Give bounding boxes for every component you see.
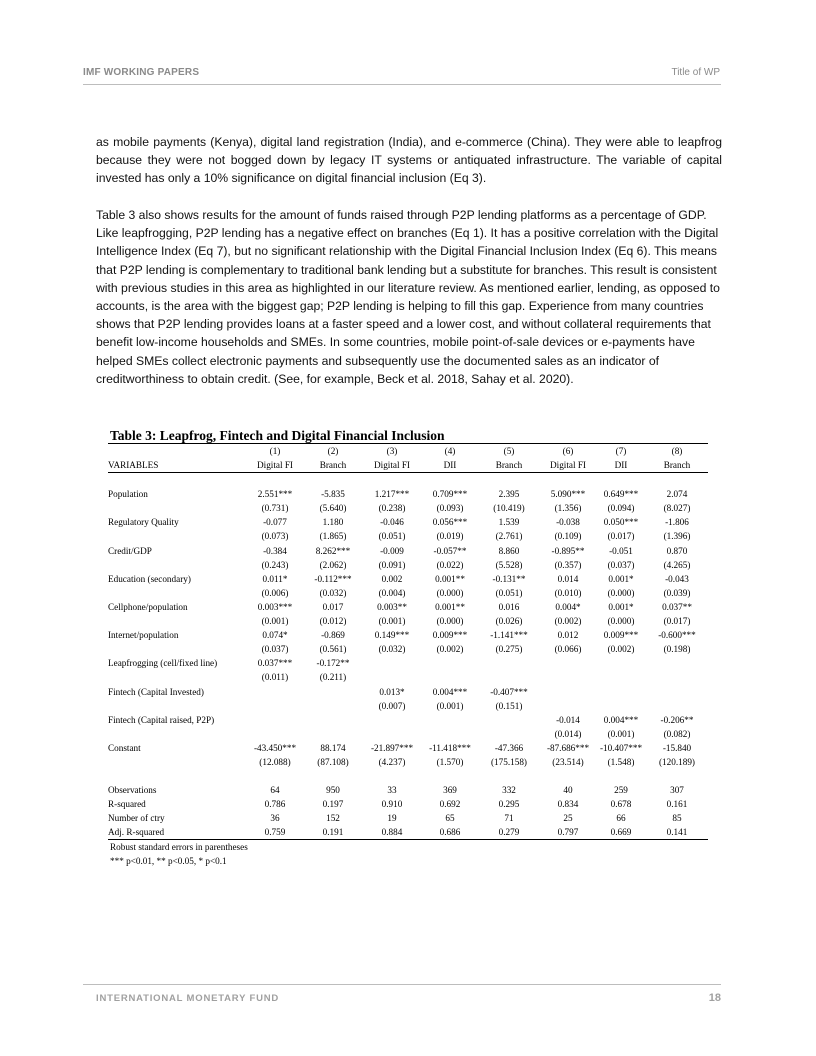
column-name-row: [108, 458, 708, 473]
blank-label: [108, 699, 246, 713]
statistic-value: 0.759: [246, 825, 304, 840]
standard-error: (0.017): [663, 616, 691, 627]
table-title: Table 3: Leapfrog, Fintech and Digital Financial Inclusion: [110, 428, 445, 443]
standard-error: (0.000): [607, 587, 635, 598]
statistic-label: Number of ctry: [108, 813, 165, 824]
variable-label: Constant: [108, 742, 141, 753]
coefficient: 0.012: [557, 630, 579, 641]
variable-label: Cellphone/population: [108, 601, 188, 612]
coefficient: [422, 713, 478, 727]
statistic-row: [108, 797, 708, 811]
statistic-value: 332: [502, 785, 516, 796]
standard-error: (1.570): [436, 756, 464, 767]
coefficient: [478, 656, 540, 670]
standard-error: (0.198): [663, 644, 691, 655]
standard-error-row: [108, 558, 708, 572]
standard-error: (0.012): [319, 616, 347, 627]
coefficient: -1.806: [665, 517, 689, 528]
coefficient: [596, 685, 646, 699]
coefficient: 1.217***: [374, 489, 410, 500]
statistic-value: 0.295: [498, 799, 520, 810]
spacer-cell: [108, 769, 246, 783]
standard-error: (0.211): [319, 672, 347, 683]
standard-error: (2.761): [495, 531, 523, 542]
standard-error: (1.396): [663, 531, 691, 542]
standard-error: [478, 727, 540, 741]
coefficient: 0.056***: [432, 517, 468, 528]
standard-error: (0.002): [607, 644, 635, 655]
standard-error: [246, 727, 304, 741]
spacer-cell: [362, 769, 422, 783]
spacer-cell: [422, 769, 478, 783]
coefficient: 0.050***: [603, 517, 639, 528]
standard-error: (0.007): [378, 700, 406, 711]
coefficient: -15.840: [662, 742, 692, 753]
variable-label: Regulatory Quality: [108, 517, 179, 528]
coefficient: [646, 656, 708, 670]
statistic-value: 0.669: [596, 825, 646, 840]
coefficient: 0.001**: [435, 573, 465, 584]
standard-error-row: [108, 727, 708, 741]
statistic-value: 0.678: [610, 799, 632, 810]
statistic-value: 25: [563, 813, 573, 824]
coefficient: -0.407***: [490, 686, 528, 697]
coefficient: 0.001*: [608, 573, 634, 584]
standard-error: (4.265): [663, 559, 691, 570]
standard-error: (0.243): [261, 559, 289, 570]
coefficient: 0.001*: [608, 601, 634, 612]
coefficient: -0.051: [609, 545, 633, 556]
dependent-variable-name: DII: [422, 458, 478, 473]
column-number: (3): [362, 444, 422, 459]
standard-error: (0.001): [378, 616, 406, 627]
coefficient: -0.014: [556, 714, 580, 725]
coefficient: -0.057**: [433, 545, 467, 556]
coefficient: [596, 656, 646, 670]
dependent-variable-name: Branch: [478, 458, 540, 473]
standard-error: [478, 670, 540, 684]
spacer-cell: [108, 473, 246, 488]
statistic-label: Adj. R-squared: [108, 825, 246, 840]
regression-table: [108, 443, 708, 840]
coefficient: 0.017: [322, 601, 344, 612]
dependent-variable-name: DII: [596, 458, 646, 473]
standard-error: [596, 699, 646, 713]
statistic-value: 40: [563, 785, 573, 796]
coefficient: 0.011*: [262, 573, 288, 584]
coefficient-row: [108, 656, 708, 670]
coefficient: 0.037**: [662, 601, 692, 612]
standard-error: (0.002): [436, 644, 464, 655]
table-notes: [110, 840, 248, 868]
statistic-row: [108, 811, 708, 825]
standard-error: (5.640): [319, 503, 347, 514]
coefficient: 8.860: [498, 545, 520, 556]
standard-error: (1.356): [554, 503, 582, 514]
coefficient: -43.450***: [253, 742, 297, 753]
standard-error: (0.051): [495, 587, 523, 598]
coefficient-row: [108, 600, 708, 614]
spacer-cell: [478, 473, 540, 488]
running-header-title: IMF WORKING PAPERS: [83, 67, 200, 78]
coefficient: -0.172**: [316, 658, 350, 669]
coefficient: 0.870: [666, 545, 688, 556]
standard-error: (0.561): [319, 644, 347, 655]
coefficient: [422, 656, 478, 670]
standard-error: [362, 670, 422, 684]
standard-error-row: [108, 529, 708, 543]
standard-error: [422, 727, 478, 741]
standard-error-row: [108, 670, 708, 684]
coefficient: -0.206**: [660, 714, 694, 725]
footer-rule: [83, 984, 721, 985]
standard-error: (0.010): [554, 587, 582, 598]
standard-error: (0.001): [261, 616, 289, 627]
spacer-cell: [362, 473, 422, 488]
standard-error: [246, 699, 304, 713]
coefficient: [362, 656, 422, 670]
statistic-value: 0.910: [381, 799, 403, 810]
standard-error: (0.001): [607, 728, 635, 739]
coefficient: -0.077: [263, 517, 287, 528]
standard-error: (0.022): [436, 559, 464, 570]
coefficient: -1.141***: [490, 630, 528, 641]
header-blank: [108, 444, 246, 459]
standard-error: (0.000): [607, 616, 635, 627]
column-number-row: [108, 444, 708, 459]
standard-error: (120.189): [659, 756, 695, 767]
standard-error: [304, 727, 362, 741]
standard-error-row: [108, 642, 708, 656]
coefficient-row: [108, 544, 708, 558]
dependent-variable-name: Digital FI: [540, 458, 596, 473]
dependent-variable-name: Branch: [304, 458, 362, 473]
standard-error: [646, 699, 708, 713]
spacer-cell: [478, 769, 540, 783]
coefficient-row: [108, 515, 708, 529]
standard-error: (0.011): [261, 672, 289, 683]
standard-error: [422, 670, 478, 684]
standard-error: (1.548): [607, 756, 635, 767]
standard-error: (5.528): [495, 559, 523, 570]
dependent-variable-name: Branch: [646, 458, 708, 473]
note-significance: *** p<0.01, ** p<0.05, * p<0.1: [110, 856, 227, 866]
coefficient: [540, 656, 596, 670]
statistic-value: 65: [445, 813, 455, 824]
coefficient: 0.013*: [379, 686, 405, 697]
variable-label: Population: [108, 489, 148, 500]
standard-error: (0.014): [554, 728, 582, 739]
standard-error: (0.032): [319, 587, 347, 598]
paragraph-1: [96, 133, 722, 188]
statistic-value: 369: [443, 785, 457, 796]
standard-error: (4.237): [378, 756, 406, 767]
spacer-cell: [246, 769, 304, 783]
statistic-value: 64: [270, 785, 280, 796]
coefficient: [362, 713, 422, 727]
coefficient-row: [108, 713, 708, 727]
header-rule: [83, 84, 721, 85]
statistic-value: 152: [326, 813, 340, 824]
coefficient: [646, 685, 708, 699]
coefficient: 0.002: [381, 573, 403, 584]
coefficient: [478, 713, 540, 727]
statistic-value: 0.197: [322, 799, 344, 810]
statistic-value: 0.686: [422, 825, 478, 840]
blank-label: [108, 501, 246, 515]
coefficient: -47.366: [494, 742, 524, 753]
paragraph-2-text: Table 3 also shows results for the amount of funds raised through P2P lending platforms as a percentage of GDP. Like leapfrogging, P2P lending has a negative effect on branches (Eq 1). It has a positive correlation with the Digital Intelligence Index (Eq 7), but no significant relationship with the Digital Financial Inclusion Index (Eq 6). This means that P2P lending is complementary to traditional bank lending but a substitute for branches. This result is consistent with previous studies in this area as highlighted in our literature review. As mentioned earlier, lending, as opposed to accounts, is the area with the biggest gap; P2P lending is helping to fill this gap. Experience from many countries shows that P2P lending provides loans at a faster speed and a lower cost, and without collateral requirements that benefit low-income households and SMEs. In some countries, mobile point-of-sale devices or e-payments have helped SMEs collect electronic payments and subsequently use the documented sales as an indicator of creditworthiness to obtain credit. (See, for example, Beck et al. 2018, Sahay et al. 2020).: [96, 208, 720, 386]
standard-error: (0.026): [495, 616, 523, 627]
coefficient: -87.686***: [546, 742, 590, 753]
coefficient: -0.038: [556, 517, 580, 528]
variable-label: Fintech (Capital raised, P2P): [108, 714, 215, 725]
blank-label: [108, 558, 246, 572]
standard-error: (8.027): [663, 503, 691, 514]
standard-error: (0.109): [554, 531, 582, 542]
coefficient: [304, 713, 362, 727]
blank-label: [108, 614, 246, 628]
statistic-value: 66: [616, 813, 626, 824]
coefficient: 0.014: [557, 573, 579, 584]
coefficient: -0.131**: [492, 573, 526, 584]
spacer-cell: [540, 473, 596, 488]
variable-label: Education (secondary): [108, 573, 191, 584]
standard-error: (0.000): [436, 616, 464, 627]
spacer-cell: [596, 473, 646, 488]
standard-error-row: [108, 614, 708, 628]
statistic-value: 0.692: [439, 799, 461, 810]
statistic-row: [108, 825, 708, 840]
variables-label: VARIABLES: [108, 458, 246, 473]
coefficient: 8.262***: [315, 545, 351, 556]
coefficient: -0.600***: [658, 630, 696, 641]
variable-label: Leapfrogging (cell/fixed line): [108, 658, 218, 669]
coefficient: [246, 713, 304, 727]
coefficient-row: [108, 572, 708, 586]
standard-error: (0.094): [607, 503, 635, 514]
coefficient: [304, 685, 362, 699]
coefficient: 0.709***: [432, 489, 468, 500]
coefficient: [246, 685, 304, 699]
statistic-label: Observations: [108, 785, 157, 796]
coefficient: -0.895**: [551, 545, 585, 556]
standard-error: (23.514): [552, 756, 584, 767]
standard-error: (0.073): [261, 531, 289, 542]
coefficient: 2.395: [498, 489, 520, 500]
standard-error: (0.006): [261, 587, 289, 598]
column-number: (8): [646, 444, 708, 459]
coefficient: -0.046: [380, 517, 404, 528]
standard-error: (0.357): [554, 559, 582, 570]
coefficient-row: [108, 685, 708, 699]
statistic-value: 0.191: [304, 825, 362, 840]
standard-error-row: [108, 586, 708, 600]
standard-error: [596, 670, 646, 684]
standard-error: [646, 670, 708, 684]
page-number: 18: [708, 992, 721, 1004]
spacer-cell: [540, 769, 596, 783]
statistic-value: 19: [387, 813, 397, 824]
standard-error: [362, 727, 422, 741]
coefficient: 0.001**: [435, 601, 465, 612]
statistic-value: 0.161: [666, 799, 688, 810]
statistic-value: 36: [270, 813, 280, 824]
standard-error: [540, 670, 596, 684]
blank-label: [108, 529, 246, 543]
coefficient: 0.074*: [262, 630, 288, 641]
standard-error: (0.004): [378, 587, 406, 598]
coefficient: 2.551***: [257, 489, 293, 500]
standard-error: (0.151): [495, 700, 523, 711]
coefficient: 1.180: [322, 517, 344, 528]
standard-error: (2.062): [319, 559, 347, 570]
dependent-variable-name: Digital FI: [246, 458, 304, 473]
note-robust-se: Robust standard errors in parentheses: [110, 842, 248, 852]
standard-error: (0.275): [495, 644, 523, 655]
paragraph-1-text: as mobile payments (Kenya), digital land registration (India), and e-commerce (China). They were able to leapfrog because they were not bogged down by legacy IT systems or antiquated infrastructure. The variable of capital invested has only a 10% significance on digital financial inclusion (Eq 3).: [96, 135, 722, 186]
standard-error-row: [108, 755, 708, 769]
standard-error: (0.000): [436, 587, 464, 598]
coefficient-row: [108, 628, 708, 642]
coefficient: 0.009***: [432, 630, 468, 641]
coefficient: -0.009: [380, 545, 404, 556]
coefficient: 0.009***: [603, 630, 639, 641]
spacer-cell: [304, 769, 362, 783]
coefficient: -0.869: [321, 630, 345, 641]
statistic-label: R-squared: [108, 799, 146, 810]
statistic-value: 0.884: [362, 825, 422, 840]
standard-error: (0.091): [378, 559, 406, 570]
standard-error: (0.032): [378, 644, 406, 655]
standard-error: (0.051): [378, 531, 406, 542]
column-number: (1): [246, 444, 304, 459]
statistic-value: 85: [672, 813, 682, 824]
statistic-row: [108, 783, 708, 797]
statistic-value: 0.834: [557, 799, 579, 810]
coefficient: -11.418***: [429, 742, 471, 753]
variable-label: Internet/population: [108, 630, 179, 641]
statistic-value: 307: [670, 785, 684, 796]
coefficient: [540, 685, 596, 699]
statistic-value: 33: [387, 785, 397, 796]
coefficient-row: [108, 487, 708, 501]
variable-label: Credit/GDP: [108, 545, 152, 556]
standard-error-row: [108, 501, 708, 515]
coefficient: 0.003***: [257, 601, 293, 612]
coefficient: 0.016: [498, 601, 520, 612]
spacer-cell: [304, 473, 362, 488]
statistic-value: 0.279: [478, 825, 540, 840]
coefficient: 0.149***: [374, 630, 410, 641]
standard-error: (10.419): [493, 503, 525, 514]
spacer-cell: [646, 769, 708, 783]
standard-error: (0.001): [436, 700, 464, 711]
blank-label: [108, 586, 246, 600]
standard-error: (0.082): [663, 728, 691, 739]
coefficient: -10.407***: [599, 742, 643, 753]
column-number: (6): [540, 444, 596, 459]
statistic-value: 71: [504, 813, 514, 824]
coefficient: 88.174: [320, 742, 346, 753]
coefficient: -5.835: [321, 489, 345, 500]
standard-error: (87.108): [317, 756, 349, 767]
table-spacer: [108, 769, 708, 783]
footer-imf: INTERNATIONAL MONETARY FUND: [96, 993, 280, 1004]
coefficient: 0.003**: [377, 601, 407, 612]
standard-error: (0.019): [436, 531, 464, 542]
statistic-value: 0.797: [540, 825, 596, 840]
spacer-cell: [596, 769, 646, 783]
standard-error: [540, 699, 596, 713]
coefficient: 0.037***: [257, 658, 293, 669]
coefficient: -0.384: [263, 545, 287, 556]
standard-error-row: [108, 699, 708, 713]
blank-label: [108, 755, 246, 769]
paragraph-2: [96, 206, 722, 388]
statistic-value: 950: [326, 785, 340, 796]
column-number: (4): [422, 444, 478, 459]
standard-error: (0.238): [378, 503, 406, 514]
standard-error: (0.037): [607, 559, 635, 570]
standard-error: (175.158): [491, 756, 527, 767]
blank-label: [108, 727, 246, 741]
spacer-cell: [422, 473, 478, 488]
coefficient: 5.090***: [550, 489, 586, 500]
coefficient: -0.112***: [314, 573, 352, 584]
spacer-cell: [246, 473, 304, 488]
coefficient: 0.649***: [603, 489, 639, 500]
blank-label: [108, 670, 246, 684]
running-header-wp-title: Title of WP: [671, 67, 720, 78]
coefficient: 1.539: [498, 517, 520, 528]
standard-error: (0.093): [436, 503, 464, 514]
variable-label: Fintech (Capital Invested): [108, 686, 204, 697]
standard-error: (12.088): [259, 756, 291, 767]
standard-error: (0.037): [261, 644, 289, 655]
coefficient-row: [108, 741, 708, 755]
spacer-cell: [646, 473, 708, 488]
standard-error: (0.017): [607, 531, 635, 542]
statistic-value: 259: [614, 785, 628, 796]
coefficient: 0.004*: [555, 601, 581, 612]
standard-error: (0.066): [554, 644, 582, 655]
dependent-variable-name: Digital FI: [362, 458, 422, 473]
coefficient: -21.897***: [370, 742, 414, 753]
coefficient: 0.004***: [603, 714, 639, 725]
statistic-value: 0.786: [264, 799, 286, 810]
column-number: (2): [304, 444, 362, 459]
column-number: (7): [596, 444, 646, 459]
standard-error: (1.865): [319, 531, 347, 542]
standard-error: (0.002): [554, 616, 582, 627]
standard-error: (0.731): [261, 503, 289, 514]
blank-label: [108, 642, 246, 656]
coefficient: 0.004***: [432, 686, 468, 697]
table-spacer: [108, 473, 708, 488]
standard-error: [304, 699, 362, 713]
coefficient: -0.043: [665, 573, 689, 584]
statistic-value: 0.141: [646, 825, 708, 840]
standard-error: (0.039): [663, 587, 691, 598]
coefficient: 2.074: [666, 489, 688, 500]
column-number: (5): [478, 444, 540, 459]
